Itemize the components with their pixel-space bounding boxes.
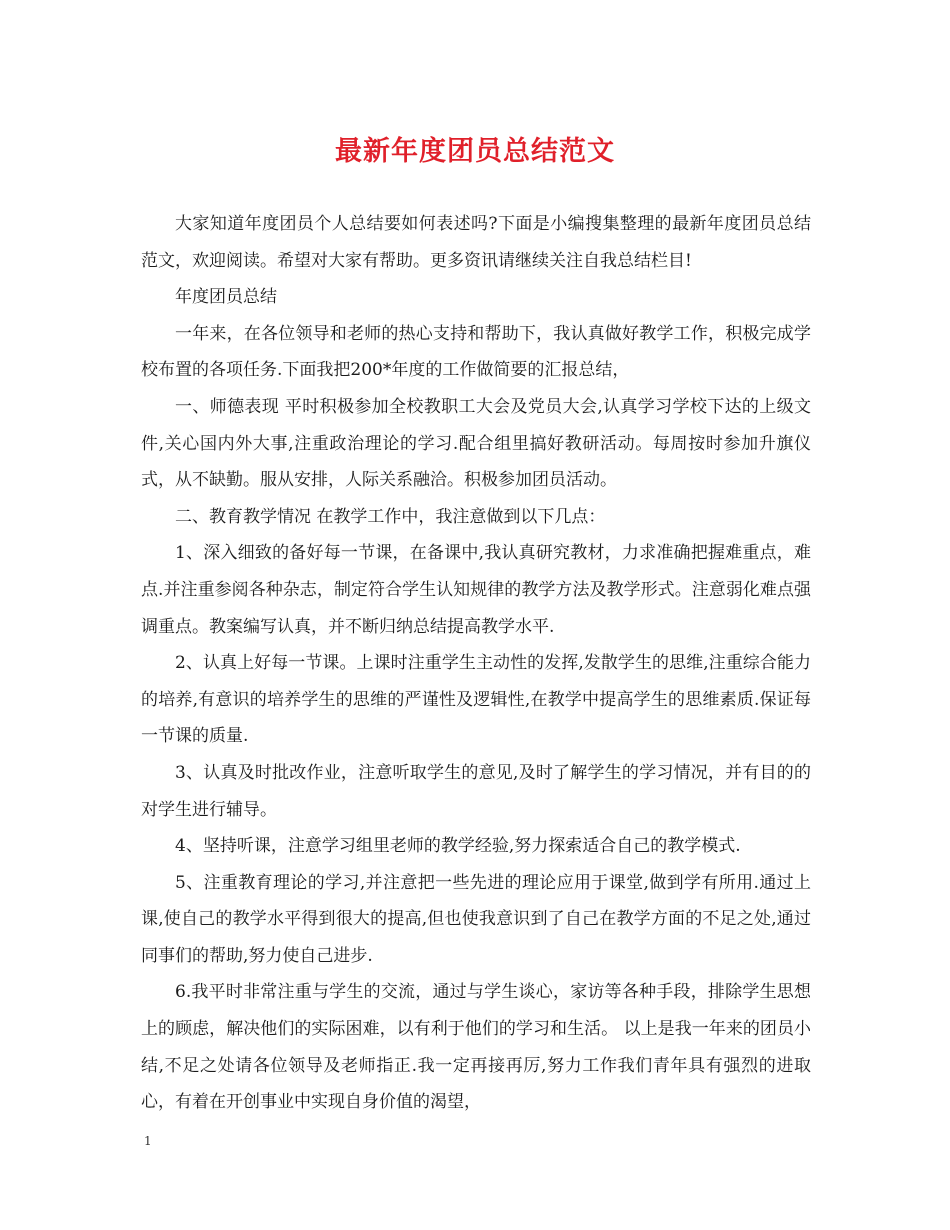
section-heading: 年度团员总结: [175, 287, 277, 308]
intro-paragraph: 大家知道年度团员个人总结要如何表述吗?下面是小编搜集整理的最新年度团员总结范文，欢迎阅读。希望对大家有帮助。更多资讯请继续关注自我总结栏目!: [141, 214, 811, 271]
list-item-paragraph: 6.我平时非常注重与学生的交流，通过与学生谈心，家访等各种手段，排除学生思想上的顾虑，解决他们的实际困难，以有利于他们的学习和生活。 以上是我一年来的团员小结,不足之处请各位领导及老师指正.我一定再接再厉,努力工作我们青年具有强烈的进取心，有着在开创事业中实现自身价值的渴望，: [141, 982, 811, 1113]
body-paragraph: 一年来，在各位领导和老师的热心支持和帮助下，我认真做好教学工作，积极完成学校布置的各项任务.下面我把200*年度的工作做简要的汇报总结，: [141, 323, 811, 381]
list-item-paragraph: 4、坚持听课，注意学习组里老师的教学经验,努力探索适合自己的教学模式.: [175, 836, 741, 857]
list-item-paragraph: 1、深入细致的备好每一节课，在备课中,我认真研究教材，力求准确把握难重点，难点.并注重参阅各种杂志，制定符合学生认知规律的教学方法及教学形式。注意弱化难点强调重点。教案编写认真，并不断归纳总结提高教学水平.: [141, 543, 811, 637]
list-item-paragraph: 2、认真上好每一节课。上课时注重学生主动性的发挥,发散学生的思维,注重综合能力的培养,有意识的培养学生的思维的严谨性及逻辑性,在教学中提高学生的思维素质.保证每一节课的质量.: [141, 653, 811, 747]
document-title: 最新年度团员总结范文: [335, 136, 615, 167]
list-item-paragraph: 5、注重教育理论的学习,并注意把一些先进的理论应用于课堂,做到学有所用.通过上课,使自己的教学水平得到很大的提高,但也使我意识到了自己在教学方面的不足之处,通过同事们的帮助,努力使自己进步.: [141, 872, 811, 966]
body-paragraph: 一、师德表现 平时积极参加全校教职工大会及党员大会,认真学习学校下达的上级文件,关心国内外大事,注重政治理论的学习.配合组里搞好教研活动。每周按时参加升旗仪式，从不缺勤。服从安排，人际关系融洽。积极参加团员活动。: [141, 396, 811, 491]
document-body: [141, 206, 811, 1121]
list-item-paragraph: 3、认真及时批改作业，注意听取学生的意见,及时了解学生的学习情况，并有目的的对学生进行辅导。: [141, 762, 811, 820]
page-number: 1: [144, 1134, 152, 1148]
body-paragraph: 二、教育教学情况 在教学工作中，我注意做到以下几点：: [175, 506, 606, 527]
